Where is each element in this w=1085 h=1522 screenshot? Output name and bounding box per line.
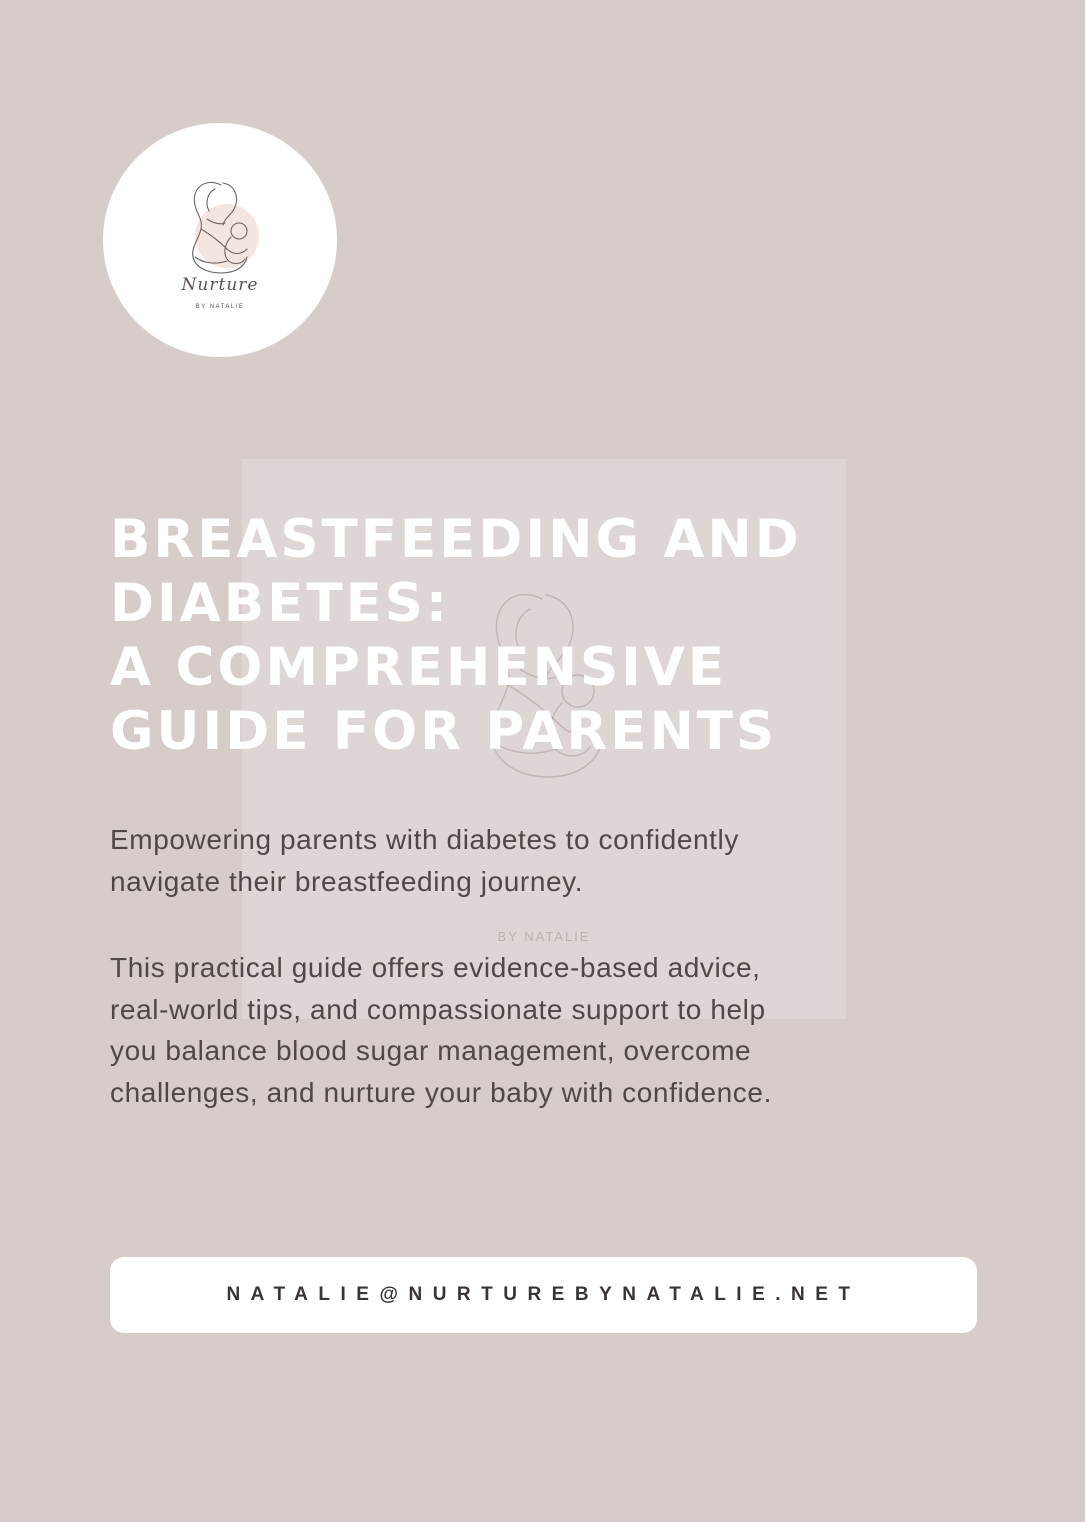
title-line: GUIDE FOR PARENTS [110, 701, 778, 762]
description-line: real-world tips, and compassionate support to help [110, 993, 766, 1025]
title-line: BREASTFEEDING AND [110, 509, 802, 570]
page-title [110, 508, 990, 764]
intro-paragraph [110, 819, 1010, 902]
logo-script-text: Nurture [181, 275, 259, 295]
intro-line: Empowering parents with diabetes to confidently [110, 824, 739, 855]
email-contact-box[interactable] [110, 1257, 977, 1333]
description-line: you balance blood sugar management, overcome [110, 1035, 752, 1066]
description-paragraph [110, 947, 1010, 1113]
title-line: A COMPREHENSIVE [110, 637, 728, 698]
email-link[interactable]: NATALIE@NURTUREBYNATALIE.NET [226, 1284, 861, 1305]
logo-subtext: BY NATALIE [195, 304, 245, 310]
description-line: This practical guide offers evidence-based advice, [110, 952, 761, 983]
description-line: challenges, and nurture your baby with confidence. [110, 1076, 772, 1108]
intro-line: navigate their breastfeeding journey. [110, 865, 584, 897]
watermark-subtext: BY NATALIE [497, 929, 591, 944]
mother-and-baby-line-art-icon [103, 123, 337, 357]
brand-logo [103, 123, 337, 357]
title-line: DIABETES: [110, 573, 451, 634]
